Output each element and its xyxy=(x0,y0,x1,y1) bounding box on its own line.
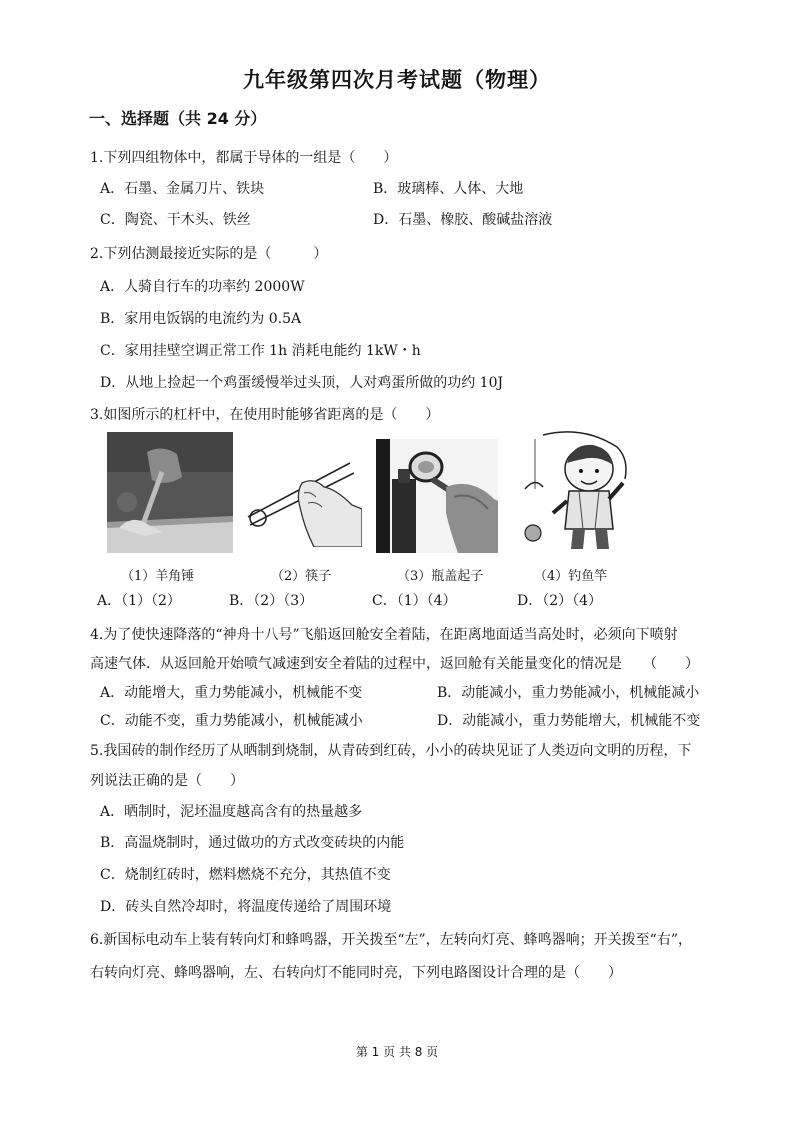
question-5-option-c: C．烧制红砖时，燃料燃烧不充分，其热值不变 xyxy=(100,867,391,883)
page-title: 九年级第四次月考试题（物理） xyxy=(243,68,551,92)
fishing-rod-image xyxy=(513,429,633,555)
question-2-option-d: D．从地上捡起一个鸡蛋缓慢举过头顶，人对鸡蛋所做的功约 10J xyxy=(100,375,504,391)
question-5-option-a: A．晒制时，泥坯温度越高含有的热量越多 xyxy=(100,804,363,820)
question-4-option-b: B．动能减小，重力势能减小，机械能减小 xyxy=(437,685,700,701)
question-4-option-c: C．动能不变，重力势能减小，机械能减小 xyxy=(100,713,363,729)
image-caption-4: （4）钓鱼竿 xyxy=(534,569,608,584)
question-1-option-a: A．石墨、金属刀片、铁块 xyxy=(100,181,265,197)
question-5-option-b: B．高温烧制时，通过做功的方式改变砖块的内能 xyxy=(100,835,405,851)
chopsticks-image xyxy=(244,447,362,547)
question-3-option-c: C．（1）（4） xyxy=(372,593,457,609)
page-number: 第 1 页 共 8 页 xyxy=(355,1045,439,1059)
question-2-option-c: C．家用挂壁空调正常工作 1h 消耗电能约 1kW・h xyxy=(100,343,421,359)
question-1-option-d: D．石墨、橡胶、酸碱盐溶液 xyxy=(373,212,553,228)
question-3-option-a: A．（1）（2） xyxy=(97,593,181,609)
question-4-option-a: A．动能增大，重力势能减小，机械能不变 xyxy=(100,685,363,701)
bottle-opener-image xyxy=(376,439,498,553)
image-caption-1: （1）羊角锤 xyxy=(121,569,195,584)
question-1-option-b: B．玻璃棒、人体、大地 xyxy=(373,181,524,197)
image-caption-3: （3）瓶盖起子 xyxy=(397,569,484,584)
question-5-option-d: D．砖头自然冷却时，将温度传递给了周围环境 xyxy=(100,899,392,915)
question-4-stem-line1: 4.为了使快速降落的“神舟十八号”飞船返回舱安全着陆，在距离地面适当高处时，必须向下喷射 xyxy=(90,627,678,643)
question-5-stem-line2: 列说法正确的是（ ） xyxy=(90,773,244,789)
question-1-stem: 1.下列四组物体中，都属于导体的一组是（ ） xyxy=(90,150,398,166)
section-heading: 一、选择题（共 24 分） xyxy=(89,109,267,128)
question-1-option-c: C．陶瓷、干木头、铁丝 xyxy=(100,212,251,228)
question-4-option-d: D．动能减小，重力势能增大，机械能不变 xyxy=(437,713,701,729)
question-2-option-a: A．人骑自行车的功率约 2000W xyxy=(100,279,305,295)
image-caption-2: （2）筷子 xyxy=(271,569,332,584)
question-2-option-b: B．家用电饭锅的电流约为 0.5A xyxy=(100,311,302,327)
question-6-stem-line2: 右转向灯亮、蜂鸣器响，左、右转向灯不能同时亮，下列电路图设计合理的是（ ） xyxy=(90,965,622,981)
question-6-stem-line1: 6.新国标电动车上装有转向灯和蜂鸣器，开关拨至“左”，左转向灯亮、蜂鸣器响；开关拨至“右”， xyxy=(90,932,692,948)
question-3-option-b: B．（2）（3） xyxy=(229,593,314,609)
question-3-option-d: D．（2）（4） xyxy=(517,593,603,609)
claw-hammer-image xyxy=(107,432,233,553)
question-4-stem-line2: 高速气体．从返回舱开始喷气减速到安全着陆的过程中，返回舱有关能量变化的情况是 （ ） xyxy=(90,656,699,672)
question-2-stem: 2.下列估测最接近实际的是（ ） xyxy=(90,246,328,262)
question-3-stem: 3.如图所示的杠杆中，在使用时能够省距离的是（ ） xyxy=(90,407,440,423)
question-5-stem-line1: 5.我国砖的制作经历了从晒制到烧制，从青砖到红砖，小小的砖块见证了人类迈向文明的历程，下 xyxy=(90,743,692,759)
